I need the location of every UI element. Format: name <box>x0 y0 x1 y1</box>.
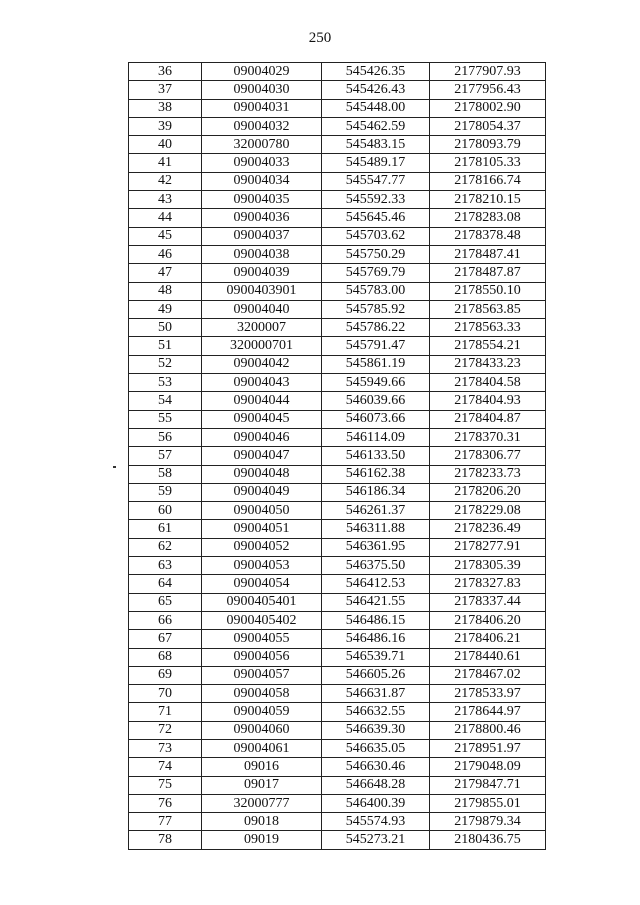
table-row <box>129 557 546 575</box>
table-row <box>129 739 546 757</box>
row-index-cell: 59 <box>129 483 202 501</box>
x-coordinate-cell: 545273.21 <box>322 831 430 849</box>
x-coordinate-cell: 546162.38 <box>322 465 430 483</box>
y-coordinate-cell: 2178563.33 <box>430 319 546 337</box>
table-row <box>129 465 546 483</box>
table-row <box>129 63 546 81</box>
y-coordinate-cell: 2178305.39 <box>430 557 546 575</box>
point-code-cell: 3200007 <box>202 319 322 337</box>
y-coordinate-cell: 2178210.15 <box>430 191 546 209</box>
point-code-cell: 32000777 <box>202 794 322 812</box>
x-coordinate-cell: 546073.66 <box>322 410 430 428</box>
y-coordinate-cell: 2178644.97 <box>430 703 546 721</box>
x-coordinate-cell: 545426.35 <box>322 63 430 81</box>
x-coordinate-cell: 545592.33 <box>322 191 430 209</box>
y-coordinate-cell: 2178093.79 <box>430 136 546 154</box>
table-row <box>129 666 546 684</box>
y-coordinate-cell: 2178306.77 <box>430 447 546 465</box>
y-coordinate-cell: 2180436.75 <box>430 831 546 849</box>
x-coordinate-cell: 546375.50 <box>322 557 430 575</box>
point-code-cell: 09004033 <box>202 154 322 172</box>
y-coordinate-cell: 2178277.91 <box>430 538 546 556</box>
row-index-cell: 38 <box>129 99 202 117</box>
point-code-cell: 09004052 <box>202 538 322 556</box>
y-coordinate-cell: 2178166.74 <box>430 172 546 190</box>
x-coordinate-cell: 546632.55 <box>322 703 430 721</box>
x-coordinate-cell: 546186.34 <box>322 483 430 501</box>
x-coordinate-cell: 545769.79 <box>322 264 430 282</box>
table-row <box>129 575 546 593</box>
x-coordinate-cell: 545861.19 <box>322 355 430 373</box>
x-coordinate-cell: 545785.92 <box>322 300 430 318</box>
x-coordinate-cell: 546039.66 <box>322 392 430 410</box>
x-coordinate-cell: 546631.87 <box>322 685 430 703</box>
y-coordinate-cell: 2178487.87 <box>430 264 546 282</box>
row-index-cell: 78 <box>129 831 202 849</box>
point-code-cell: 09004029 <box>202 63 322 81</box>
table-row <box>129 154 546 172</box>
x-coordinate-cell: 546421.55 <box>322 593 430 611</box>
table-row <box>129 81 546 99</box>
row-index-cell: 70 <box>129 685 202 703</box>
table-row <box>129 593 546 611</box>
point-code-cell: 0900405401 <box>202 593 322 611</box>
table-row <box>129 703 546 721</box>
point-code-cell: 0900405402 <box>202 611 322 629</box>
row-index-cell: 56 <box>129 428 202 446</box>
point-code-cell: 09004037 <box>202 227 322 245</box>
x-coordinate-cell: 545426.43 <box>322 81 430 99</box>
x-coordinate-cell: 546400.39 <box>322 794 430 812</box>
point-code-cell: 09004049 <box>202 483 322 501</box>
x-coordinate-cell: 545462.59 <box>322 117 430 135</box>
table-row <box>129 337 546 355</box>
row-index-cell: 48 <box>129 282 202 300</box>
point-code-cell: 09004058 <box>202 685 322 703</box>
coordinates-table <box>128 62 546 850</box>
y-coordinate-cell: 2178327.83 <box>430 575 546 593</box>
row-index-cell: 57 <box>129 447 202 465</box>
point-code-cell: 09004043 <box>202 374 322 392</box>
y-coordinate-cell: 2178054.37 <box>430 117 546 135</box>
y-coordinate-cell: 2178467.02 <box>430 666 546 684</box>
point-code-cell: 320000701 <box>202 337 322 355</box>
y-coordinate-cell: 2178236.49 <box>430 520 546 538</box>
point-code-cell: 09004034 <box>202 172 322 190</box>
point-code-cell: 32000780 <box>202 136 322 154</box>
point-code-cell: 09004047 <box>202 447 322 465</box>
table-row <box>129 611 546 629</box>
y-coordinate-cell: 2178105.33 <box>430 154 546 172</box>
table-row <box>129 136 546 154</box>
table-row <box>129 685 546 703</box>
row-index-cell: 36 <box>129 63 202 81</box>
y-coordinate-cell: 2178206.20 <box>430 483 546 501</box>
table-row <box>129 794 546 812</box>
row-index-cell: 69 <box>129 666 202 684</box>
row-index-cell: 66 <box>129 611 202 629</box>
table-row <box>129 758 546 776</box>
row-index-cell: 39 <box>129 117 202 135</box>
row-index-cell: 41 <box>129 154 202 172</box>
x-coordinate-cell: 545489.17 <box>322 154 430 172</box>
y-coordinate-cell: 2178440.61 <box>430 648 546 666</box>
x-coordinate-cell: 545786.22 <box>322 319 430 337</box>
table-row <box>129 502 546 520</box>
row-index-cell: 52 <box>129 355 202 373</box>
row-index-cell: 75 <box>129 776 202 794</box>
table-row <box>129 483 546 501</box>
point-code-cell: 09004057 <box>202 666 322 684</box>
row-index-cell: 47 <box>129 264 202 282</box>
row-index-cell: 65 <box>129 593 202 611</box>
point-code-cell: 09017 <box>202 776 322 794</box>
row-index-cell: 50 <box>129 319 202 337</box>
point-code-cell: 09004031 <box>202 99 322 117</box>
table-row <box>129 117 546 135</box>
row-index-cell: 68 <box>129 648 202 666</box>
point-code-cell: 09004045 <box>202 410 322 428</box>
row-index-cell: 54 <box>129 392 202 410</box>
y-coordinate-cell: 2178337.44 <box>430 593 546 611</box>
x-coordinate-cell: 546630.46 <box>322 758 430 776</box>
row-index-cell: 37 <box>129 81 202 99</box>
row-index-cell: 55 <box>129 410 202 428</box>
row-index-cell: 44 <box>129 209 202 227</box>
table-row <box>129 172 546 190</box>
point-code-cell: 09004054 <box>202 575 322 593</box>
point-code-cell: 09004039 <box>202 264 322 282</box>
row-index-cell: 62 <box>129 538 202 556</box>
point-code-cell: 09004050 <box>202 502 322 520</box>
row-index-cell: 67 <box>129 630 202 648</box>
coordinates-table-body <box>129 63 546 850</box>
y-coordinate-cell: 2178229.08 <box>430 502 546 520</box>
x-coordinate-cell: 546133.50 <box>322 447 430 465</box>
table-row <box>129 831 546 849</box>
point-code-cell: 09004046 <box>202 428 322 446</box>
x-coordinate-cell: 545750.29 <box>322 245 430 263</box>
x-coordinate-cell: 546486.16 <box>322 630 430 648</box>
point-code-cell: 09004061 <box>202 739 322 757</box>
point-code-cell: 09016 <box>202 758 322 776</box>
x-coordinate-cell: 546648.28 <box>322 776 430 794</box>
y-coordinate-cell: 2178563.85 <box>430 300 546 318</box>
row-index-cell: 53 <box>129 374 202 392</box>
row-index-cell: 51 <box>129 337 202 355</box>
table-row <box>129 520 546 538</box>
row-index-cell: 74 <box>129 758 202 776</box>
point-code-cell: 09019 <box>202 831 322 849</box>
table-row <box>129 428 546 446</box>
table-row <box>129 776 546 794</box>
x-coordinate-cell: 546605.26 <box>322 666 430 684</box>
table-row <box>129 630 546 648</box>
y-coordinate-cell: 2178550.10 <box>430 282 546 300</box>
table-row <box>129 300 546 318</box>
table-row <box>129 721 546 739</box>
point-code-cell: 09004030 <box>202 81 322 99</box>
y-coordinate-cell: 2178800.46 <box>430 721 546 739</box>
x-coordinate-cell: 546486.15 <box>322 611 430 629</box>
table-row <box>129 209 546 227</box>
point-code-cell: 09004044 <box>202 392 322 410</box>
point-code-cell: 09018 <box>202 813 322 831</box>
row-index-cell: 73 <box>129 739 202 757</box>
y-coordinate-cell: 2177956.43 <box>430 81 546 99</box>
table-row <box>129 245 546 263</box>
y-coordinate-cell: 2179048.09 <box>430 758 546 776</box>
row-index-cell: 40 <box>129 136 202 154</box>
point-code-cell: 09004038 <box>202 245 322 263</box>
y-coordinate-cell: 2178370.31 <box>430 428 546 446</box>
x-coordinate-cell: 545703.62 <box>322 227 430 245</box>
row-index-cell: 63 <box>129 557 202 575</box>
x-coordinate-cell: 545949.66 <box>322 374 430 392</box>
point-code-cell: 09004051 <box>202 520 322 538</box>
y-coordinate-cell: 2179847.71 <box>430 776 546 794</box>
row-index-cell: 45 <box>129 227 202 245</box>
point-code-cell: 09004035 <box>202 191 322 209</box>
y-coordinate-cell: 2178233.73 <box>430 465 546 483</box>
y-coordinate-cell: 2177907.93 <box>430 63 546 81</box>
table-row <box>129 99 546 117</box>
table-row <box>129 447 546 465</box>
y-coordinate-cell: 2178404.58 <box>430 374 546 392</box>
y-coordinate-cell: 2178951.97 <box>430 739 546 757</box>
row-index-cell: 46 <box>129 245 202 263</box>
y-coordinate-cell: 2178283.08 <box>430 209 546 227</box>
row-index-cell: 64 <box>129 575 202 593</box>
row-index-cell: 71 <box>129 703 202 721</box>
y-coordinate-cell: 2178406.21 <box>430 630 546 648</box>
table-row <box>129 648 546 666</box>
y-coordinate-cell: 2178406.20 <box>430 611 546 629</box>
y-coordinate-cell: 2178554.21 <box>430 337 546 355</box>
x-coordinate-cell: 545645.46 <box>322 209 430 227</box>
y-coordinate-cell: 2179855.01 <box>430 794 546 812</box>
x-coordinate-cell: 546311.88 <box>322 520 430 538</box>
y-coordinate-cell: 2178533.97 <box>430 685 546 703</box>
table-row <box>129 392 546 410</box>
y-coordinate-cell: 2178487.41 <box>430 245 546 263</box>
table-row <box>129 191 546 209</box>
page-number: 250 <box>308 30 332 46</box>
row-index-cell: 43 <box>129 191 202 209</box>
table-row <box>129 538 546 556</box>
row-index-cell: 42 <box>129 172 202 190</box>
row-index-cell: 58 <box>129 465 202 483</box>
x-coordinate-cell: 546539.71 <box>322 648 430 666</box>
point-code-cell: 09004055 <box>202 630 322 648</box>
table-row <box>129 319 546 337</box>
x-coordinate-cell: 546261.37 <box>322 502 430 520</box>
x-coordinate-cell: 545574.93 <box>322 813 430 831</box>
table-row <box>129 264 546 282</box>
x-coordinate-cell: 545783.00 <box>322 282 430 300</box>
row-index-cell: 77 <box>129 813 202 831</box>
x-coordinate-cell: 546639.30 <box>322 721 430 739</box>
row-index-cell: 76 <box>129 794 202 812</box>
y-coordinate-cell: 2178002.90 <box>430 99 546 117</box>
table-row <box>129 410 546 428</box>
row-index-cell: 72 <box>129 721 202 739</box>
x-coordinate-cell: 546412.53 <box>322 575 430 593</box>
y-coordinate-cell: 2179879.34 <box>430 813 546 831</box>
row-index-cell: 60 <box>129 502 202 520</box>
x-coordinate-cell: 545791.47 <box>322 337 430 355</box>
x-coordinate-cell: 545547.77 <box>322 172 430 190</box>
row-index-cell: 49 <box>129 300 202 318</box>
x-coordinate-cell: 546635.05 <box>322 739 430 757</box>
table-row <box>129 227 546 245</box>
point-code-cell: 09004060 <box>202 721 322 739</box>
point-code-cell: 09004040 <box>202 300 322 318</box>
point-code-cell: 09004042 <box>202 355 322 373</box>
point-code-cell: 09004053 <box>202 557 322 575</box>
point-code-cell: 09004059 <box>202 703 322 721</box>
y-coordinate-cell: 2178404.87 <box>430 410 546 428</box>
stray-ink-mark <box>113 466 116 468</box>
y-coordinate-cell: 2178433.23 <box>430 355 546 373</box>
table-row <box>129 282 546 300</box>
y-coordinate-cell: 2178378.48 <box>430 227 546 245</box>
y-coordinate-cell: 2178404.93 <box>430 392 546 410</box>
point-code-cell: 0900403901 <box>202 282 322 300</box>
point-code-cell: 09004032 <box>202 117 322 135</box>
point-code-cell: 09004036 <box>202 209 322 227</box>
table-row <box>129 355 546 373</box>
x-coordinate-cell: 546361.95 <box>322 538 430 556</box>
x-coordinate-cell: 545448.00 <box>322 99 430 117</box>
point-code-cell: 09004048 <box>202 465 322 483</box>
table-row <box>129 374 546 392</box>
point-code-cell: 09004056 <box>202 648 322 666</box>
table-row <box>129 813 546 831</box>
x-coordinate-cell: 546114.09 <box>322 428 430 446</box>
row-index-cell: 61 <box>129 520 202 538</box>
x-coordinate-cell: 545483.15 <box>322 136 430 154</box>
